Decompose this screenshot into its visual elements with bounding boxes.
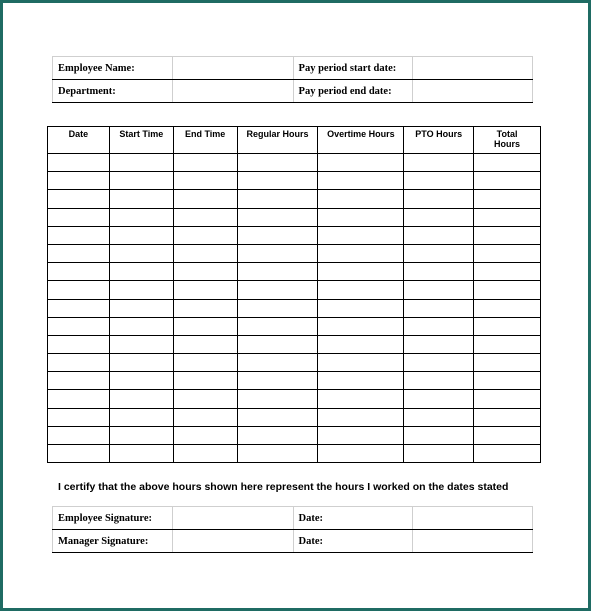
manager-signature-date-label: Date: — [293, 530, 413, 553]
column-header-end-time: End Time — [173, 127, 237, 154]
cell-date[interactable] — [48, 372, 110, 390]
cell-overtime-hours[interactable] — [318, 335, 404, 353]
cell-date[interactable] — [48, 172, 110, 190]
cell-date[interactable] — [48, 281, 110, 299]
cell-total-hours[interactable] — [474, 445, 541, 463]
cell-total-hours[interactable] — [474, 299, 541, 317]
cell-overtime-hours[interactable] — [318, 244, 404, 262]
employee-signature-date-label: Date: — [293, 507, 413, 530]
cell-start-time[interactable] — [109, 426, 173, 444]
cell-date[interactable] — [48, 263, 110, 281]
column-header-pto-hours: PTO Hours — [404, 127, 474, 154]
timesheet-header-row — [48, 127, 541, 154]
cell-date[interactable] — [48, 208, 110, 226]
cell-overtime-hours[interactable] — [318, 154, 404, 172]
cell-total-hours[interactable] — [474, 408, 541, 426]
cell-overtime-hours[interactable] — [318, 317, 404, 335]
cell-overtime-hours[interactable] — [318, 372, 404, 390]
cell-start-time[interactable] — [109, 263, 173, 281]
cell-overtime-hours[interactable] — [318, 281, 404, 299]
cell-end-time[interactable] — [173, 426, 237, 444]
table-row — [48, 426, 541, 444]
table-row — [48, 263, 541, 281]
cell-total-hours[interactable] — [474, 426, 541, 444]
table-row — [48, 226, 541, 244]
cell-total-hours[interactable] — [474, 208, 541, 226]
cell-date[interactable] — [48, 445, 110, 463]
cell-end-time[interactable] — [173, 226, 237, 244]
cell-end-time[interactable] — [173, 208, 237, 226]
cell-total-hours[interactable] — [474, 154, 541, 172]
table-row — [48, 154, 541, 172]
table-row — [48, 244, 541, 262]
cell-end-time[interactable] — [173, 354, 237, 372]
cell-total-hours[interactable] — [474, 281, 541, 299]
cell-date[interactable] — [48, 299, 110, 317]
cell-end-time[interactable] — [173, 445, 237, 463]
cell-pto-hours[interactable] — [404, 390, 474, 408]
cell-end-time[interactable] — [173, 244, 237, 262]
cell-regular-hours[interactable] — [237, 372, 318, 390]
cell-regular-hours[interactable] — [237, 154, 318, 172]
cell-total-hours[interactable] — [474, 372, 541, 390]
cell-date[interactable] — [48, 390, 110, 408]
cell-start-time[interactable] — [109, 208, 173, 226]
cell-start-time[interactable] — [109, 408, 173, 426]
cell-date[interactable] — [48, 408, 110, 426]
cell-pto-hours[interactable] — [404, 426, 474, 444]
cell-regular-hours[interactable] — [237, 426, 318, 444]
cell-pto-hours[interactable] — [404, 263, 474, 281]
cell-pto-hours[interactable] — [404, 244, 474, 262]
cell-start-time[interactable] — [109, 281, 173, 299]
cell-regular-hours[interactable] — [237, 226, 318, 244]
cell-total-hours[interactable] — [474, 390, 541, 408]
cell-pto-hours[interactable] — [404, 299, 474, 317]
table-row — [48, 335, 541, 353]
table-row — [48, 372, 541, 390]
cell-pto-hours[interactable] — [404, 190, 474, 208]
cell-pto-hours[interactable] — [404, 172, 474, 190]
cell-start-time[interactable] — [109, 190, 173, 208]
cell-regular-hours[interactable] — [237, 208, 318, 226]
cell-total-hours[interactable] — [474, 226, 541, 244]
cell-date[interactable] — [48, 317, 110, 335]
cell-regular-hours[interactable] — [237, 335, 318, 353]
employee-signature-field[interactable] — [172, 507, 293, 530]
manager-signature-field[interactable] — [172, 530, 293, 553]
cell-regular-hours[interactable] — [237, 190, 318, 208]
timesheet-body — [48, 154, 541, 463]
manager-signature-date-field[interactable] — [413, 530, 533, 553]
cell-overtime-hours[interactable] — [318, 426, 404, 444]
cell-start-time[interactable] — [109, 390, 173, 408]
table-row — [48, 317, 541, 335]
table-row — [48, 208, 541, 226]
column-header-total-hours: Total Hours — [474, 127, 541, 154]
cell-pto-hours[interactable] — [404, 408, 474, 426]
department-label: Department: — [53, 80, 173, 103]
table-row — [48, 445, 541, 463]
cell-overtime-hours[interactable] — [318, 354, 404, 372]
cell-date[interactable] — [48, 335, 110, 353]
cell-pto-hours[interactable] — [404, 208, 474, 226]
cell-regular-hours[interactable] — [237, 263, 318, 281]
cell-end-time[interactable] — [173, 154, 237, 172]
column-header-regular-hours: Regular Hours — [237, 127, 318, 154]
cell-end-time[interactable] — [173, 281, 237, 299]
cell-end-time[interactable] — [173, 317, 237, 335]
cell-start-time[interactable] — [109, 335, 173, 353]
cell-start-time[interactable] — [109, 372, 173, 390]
cell-date[interactable] — [48, 244, 110, 262]
cell-regular-hours[interactable] — [237, 408, 318, 426]
cell-pto-hours[interactable] — [404, 281, 474, 299]
cell-start-time[interactable] — [109, 299, 173, 317]
cell-total-hours[interactable] — [474, 172, 541, 190]
cell-regular-hours[interactable] — [237, 172, 318, 190]
cell-date[interactable] — [48, 226, 110, 244]
cell-end-time[interactable] — [173, 299, 237, 317]
cell-overtime-hours[interactable] — [318, 299, 404, 317]
table-row — [48, 172, 541, 190]
pay-period-end-label: Pay period end date: — [293, 80, 413, 103]
cell-start-time[interactable] — [109, 172, 173, 190]
cell-date[interactable] — [48, 190, 110, 208]
cell-regular-hours[interactable] — [237, 299, 318, 317]
cell-start-time[interactable] — [109, 154, 173, 172]
employee-signature-date-field[interactable] — [413, 507, 533, 530]
signature-table — [52, 506, 533, 553]
cell-regular-hours[interactable] — [237, 390, 318, 408]
cell-overtime-hours[interactable] — [318, 263, 404, 281]
table-row — [48, 299, 541, 317]
cell-pto-hours[interactable] — [404, 317, 474, 335]
cell-total-hours[interactable] — [474, 190, 541, 208]
cell-overtime-hours[interactable] — [318, 408, 404, 426]
cell-start-time[interactable] — [109, 244, 173, 262]
employee-name-label: Employee Name: — [53, 57, 173, 80]
table-row — [48, 408, 541, 426]
cell-overtime-hours[interactable] — [318, 208, 404, 226]
cell-start-time[interactable] — [109, 445, 173, 463]
table-row — [48, 390, 541, 408]
cell-pto-hours[interactable] — [404, 226, 474, 244]
cell-total-hours[interactable] — [474, 244, 541, 262]
cell-overtime-hours[interactable] — [318, 445, 404, 463]
cell-end-time[interactable] — [173, 372, 237, 390]
pay-period-start-label: Pay period start date: — [293, 57, 413, 80]
department-field[interactable] — [172, 80, 293, 103]
cell-end-time[interactable] — [173, 190, 237, 208]
cell-end-time[interactable] — [173, 335, 237, 353]
cell-regular-hours[interactable] — [237, 281, 318, 299]
cell-end-time[interactable] — [173, 408, 237, 426]
cell-date[interactable] — [48, 426, 110, 444]
cell-regular-hours[interactable] — [237, 244, 318, 262]
cell-date[interactable] — [48, 354, 110, 372]
cell-end-time[interactable] — [173, 172, 237, 190]
cell-end-time[interactable] — [173, 390, 237, 408]
cell-total-hours[interactable] — [474, 317, 541, 335]
table-row — [48, 190, 541, 208]
employee-info-table — [52, 56, 533, 103]
cell-pto-hours[interactable] — [404, 354, 474, 372]
cell-regular-hours[interactable] — [237, 445, 318, 463]
timesheet-table — [47, 126, 541, 463]
column-header-date: Date — [48, 127, 110, 154]
cell-total-hours[interactable] — [474, 263, 541, 281]
cell-start-time[interactable] — [109, 354, 173, 372]
cell-overtime-hours[interactable] — [318, 190, 404, 208]
column-header-overtime-hours: Overtime Hours — [318, 127, 404, 154]
pay-period-start-field[interactable] — [413, 57, 533, 80]
cell-overtime-hours[interactable] — [318, 172, 404, 190]
cell-overtime-hours[interactable] — [318, 226, 404, 244]
employee-name-field[interactable] — [172, 57, 293, 80]
cell-overtime-hours[interactable] — [318, 390, 404, 408]
cell-pto-hours[interactable] — [404, 372, 474, 390]
cell-date[interactable] — [48, 154, 110, 172]
cell-total-hours[interactable] — [474, 335, 541, 353]
cell-regular-hours[interactable] — [237, 317, 318, 335]
cell-regular-hours[interactable] — [237, 354, 318, 372]
cell-start-time[interactable] — [109, 317, 173, 335]
manager-signature-label: Manager Signature: — [53, 530, 173, 553]
cell-pto-hours[interactable] — [404, 154, 474, 172]
cell-end-time[interactable] — [173, 263, 237, 281]
cell-pto-hours[interactable] — [404, 445, 474, 463]
cell-pto-hours[interactable] — [404, 335, 474, 353]
certification-statement: I certify that the above hours shown here represent the hours I worked on the dates stated — [58, 481, 509, 493]
column-header-start-time: Start Time — [109, 127, 173, 154]
cell-start-time[interactable] — [109, 226, 173, 244]
pay-period-end-field[interactable] — [413, 80, 533, 103]
cell-total-hours[interactable] — [474, 354, 541, 372]
table-row — [48, 354, 541, 372]
employee-signature-label: Employee Signature: — [53, 507, 173, 530]
table-row — [48, 281, 541, 299]
